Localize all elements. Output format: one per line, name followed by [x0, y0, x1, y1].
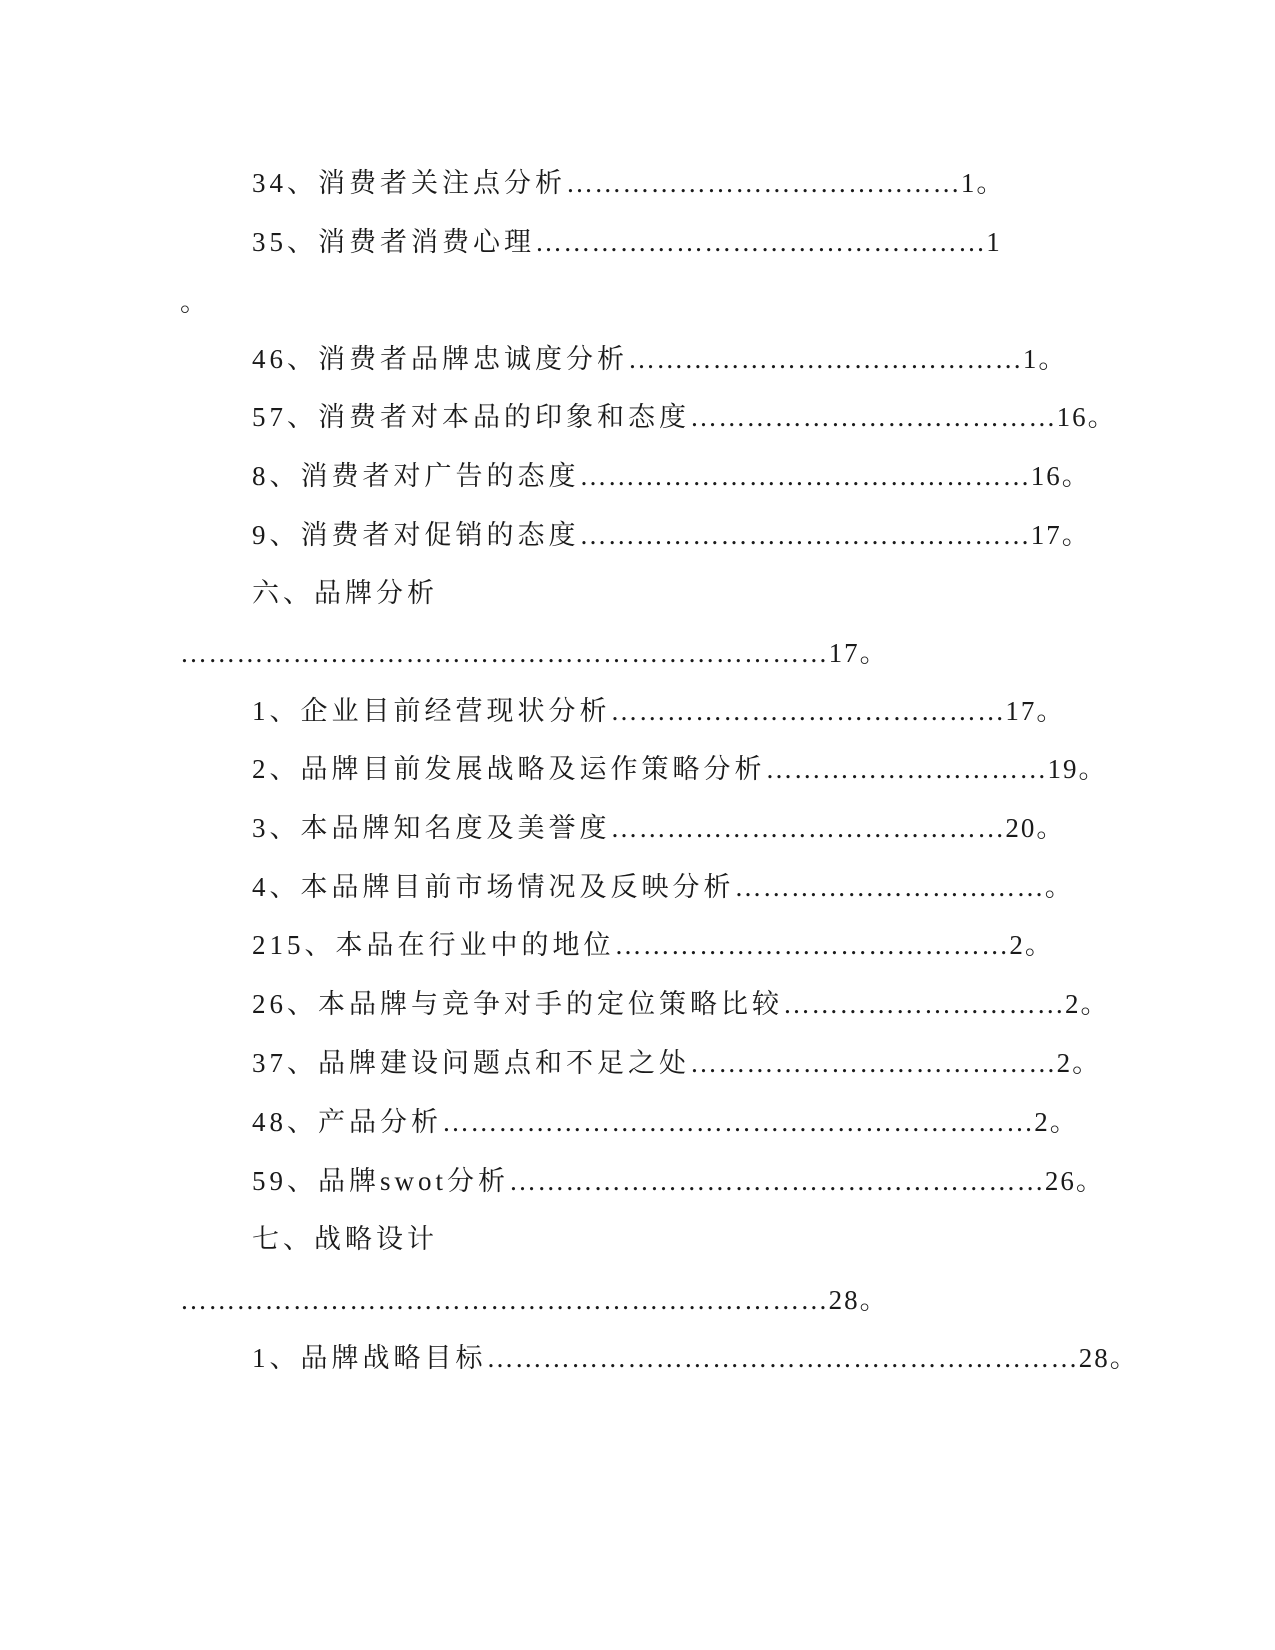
toc-entry — [180, 285, 209, 319]
toc-leader-dots: ………………………………………… — [535, 227, 987, 257]
toc-entry-title: 1、品牌战略目标 — [252, 1343, 487, 1373]
toc-leader-dots: ………………………………………… — [579, 520, 1031, 550]
toc-entry-title: 六、品牌分析 — [252, 578, 438, 608]
toc-leader-dots: …………………………………… — [610, 696, 1006, 726]
toc-page-number: 1 — [986, 227, 1002, 257]
toc-entry — [252, 694, 1065, 728]
toc-page-number: 。 — [180, 287, 209, 317]
toc-entry — [180, 636, 889, 670]
toc-entry-title: 35、消费者消费心理 — [252, 227, 535, 257]
toc-leader-dots: ……………………………………………………… — [442, 1107, 1035, 1137]
toc-entry — [252, 752, 1108, 786]
toc-leader-dots: ………………………… — [765, 754, 1048, 784]
toc-entry — [252, 1046, 1101, 1080]
toc-page-number: 2。 — [1009, 930, 1054, 960]
toc-section-heading — [252, 576, 438, 610]
toc-entry-title: 37、品牌建设问题点和不足之处 — [252, 1048, 690, 1078]
toc-page-number: 1。 — [960, 168, 1006, 198]
toc-entry — [252, 400, 1117, 434]
toc-entry — [252, 459, 1091, 493]
toc-page-number: 17。 — [1005, 696, 1066, 726]
toc-leader-dots: ………………………… — [783, 989, 1065, 1019]
toc-leader-dots: …………………………………… — [628, 344, 1023, 374]
toc-section-heading — [252, 1222, 438, 1256]
toc-entry — [252, 1164, 1105, 1198]
toc-entry-title: 8、消费者对广告的态度 — [252, 461, 580, 491]
toc-entry-title: 1、企业目前经营现状分析 — [252, 696, 611, 726]
toc-entry — [252, 518, 1091, 552]
toc-page-number: 2。 — [1056, 1048, 1102, 1078]
toc-entry-title: 3、本品牌知名度及美誉度 — [252, 813, 611, 843]
toc-entry-title: 2、品牌目前发展战略及运作策略分析 — [252, 754, 766, 784]
toc-page-number: 17。 — [828, 638, 889, 668]
toc-leader-dots: …………………………………………………………… — [180, 638, 829, 668]
toc-leader-dots: ………………………………………………… — [509, 1166, 1045, 1196]
toc-page-number: 17。 — [1030, 520, 1091, 550]
toc-page-number: 19。 — [1047, 754, 1108, 784]
toc-entry — [252, 1341, 1139, 1375]
toc-page-number: 1。 — [1022, 344, 1068, 374]
toc-entry-title: 4、本品牌目前市场情况及反映分析 — [252, 872, 735, 902]
toc-entry-title: 59、品牌swot分析 — [252, 1166, 510, 1196]
toc-entry-title: 215、本品在行业中的地位 — [252, 930, 615, 960]
toc-page-number: 20。 — [1005, 813, 1066, 843]
toc-page-number: 26。 — [1044, 1166, 1105, 1196]
toc-leader-dots: ………………………………… — [690, 1048, 1057, 1078]
toc-leader-dots: …………………………………………………………… — [180, 1285, 829, 1315]
toc-entry — [252, 1105, 1079, 1139]
toc-page-number: 16。 — [1030, 461, 1091, 491]
toc-entry — [180, 1283, 889, 1317]
toc-entry-title: 9、消费者对促销的态度 — [252, 520, 580, 550]
toc-leader-dots: …………………………………… — [566, 168, 961, 198]
toc-page-number: 2。 — [1065, 989, 1110, 1019]
toc-leader-dots: ………………………………………… — [579, 461, 1031, 491]
toc-entry — [252, 987, 1110, 1021]
toc-entry-title: 七、战略设计 — [252, 1224, 438, 1254]
toc-leader-dots: ………………………………… — [690, 402, 1057, 432]
toc-page-number: 28。 — [828, 1285, 889, 1315]
toc-entry-title: 46、消费者品牌忠诚度分析 — [252, 344, 628, 374]
toc-page-number: 28。 — [1078, 1343, 1139, 1373]
toc-entry-title: 34、消费者关注点分析 — [252, 168, 566, 198]
toc-entry — [252, 225, 1002, 259]
toc-entry — [252, 870, 1074, 904]
toc-leader-dots: ……………………………………………………… — [486, 1343, 1079, 1373]
toc-page-number: 2。 — [1034, 1107, 1079, 1137]
toc-leader-dots: …………………………………… — [610, 813, 1006, 843]
toc-entry — [252, 928, 1054, 962]
toc-entry — [252, 811, 1065, 845]
toc-page-number: 16。 — [1056, 402, 1117, 432]
toc-entry-title: 57、消费者对本品的印象和态度 — [252, 402, 690, 432]
toc-page-number: 。 — [1044, 872, 1074, 902]
toc-entry — [252, 166, 1005, 200]
toc-leader-dots: …………………………… — [734, 872, 1045, 902]
toc-entry — [252, 342, 1067, 376]
toc-entry-title: 26、本品牌与竞争对手的定位策略比较 — [252, 989, 783, 1019]
toc-entry-title: 48、产品分析 — [252, 1107, 442, 1137]
toc-leader-dots: …………………………………… — [614, 930, 1010, 960]
